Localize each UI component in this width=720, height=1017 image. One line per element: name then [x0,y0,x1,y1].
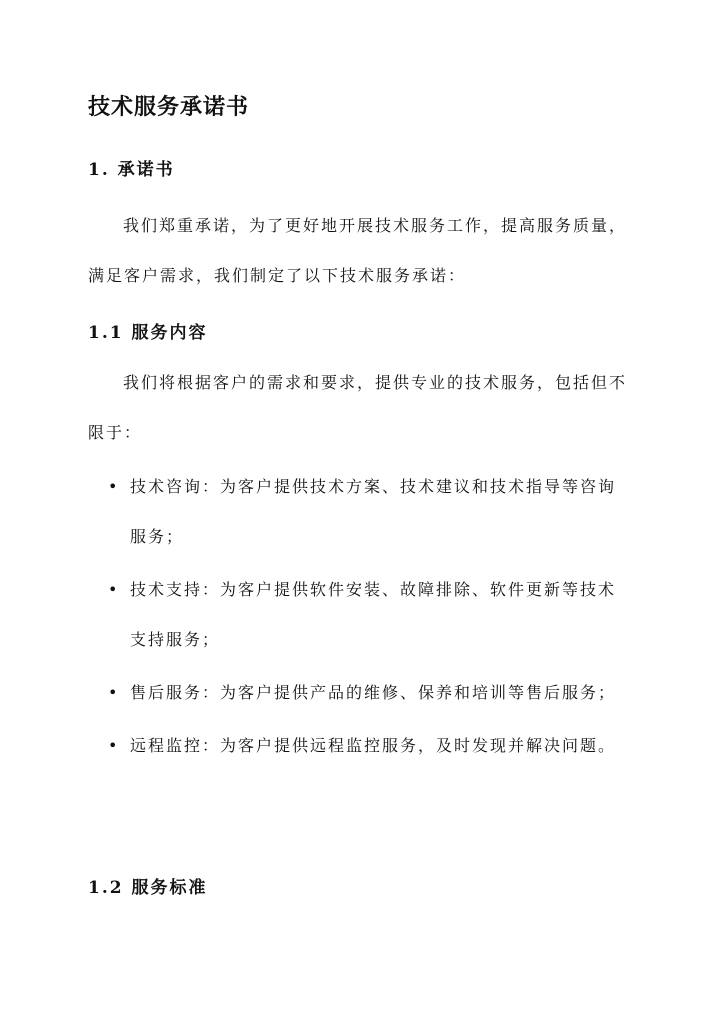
section-heading-1-1: 1.1 服务内容 [88,323,208,343]
section-1-1-paragraph: 我们将根据客户的需求和要求，提供专业的技术服务，包括但不限于： [88,373,628,442]
list-item [88,721,633,771]
section-1-paragraph: 我们郑重承诺，为了更好地开展技术服务工作，提高服务质量，满足客户需求，我们制定了以下技术服务承诺： [88,216,628,285]
section-heading-1-2: 1.2 服务标准 [88,878,208,898]
bullet-icon: • [108,580,120,599]
bullet-icon: • [108,736,120,755]
document-title: 技术服务承诺书 [88,94,250,120]
list-item-text: 售后服务：为客户提供产品的维修、保养和培训等售后服务； [130,683,617,702]
list-item-text: 技术支持：为客户提供软件安装、故障排除、软件更新等技术支持服务； [130,580,617,649]
list-item [88,462,633,562]
bullet-icon: • [108,683,120,702]
list-item [88,668,633,718]
bullet-icon: • [108,477,120,496]
list-item-text: 远程监控：为客户提供远程监控服务，及时发现并解决问题。 [130,736,617,755]
section-heading-1: 1. 承诺书 [88,160,175,180]
list-item-text: 技术咨询：为客户提供技术方案、技术建议和技术指导等咨询服务； [130,477,617,546]
service-content-list [88,462,633,774]
list-item [88,565,633,665]
